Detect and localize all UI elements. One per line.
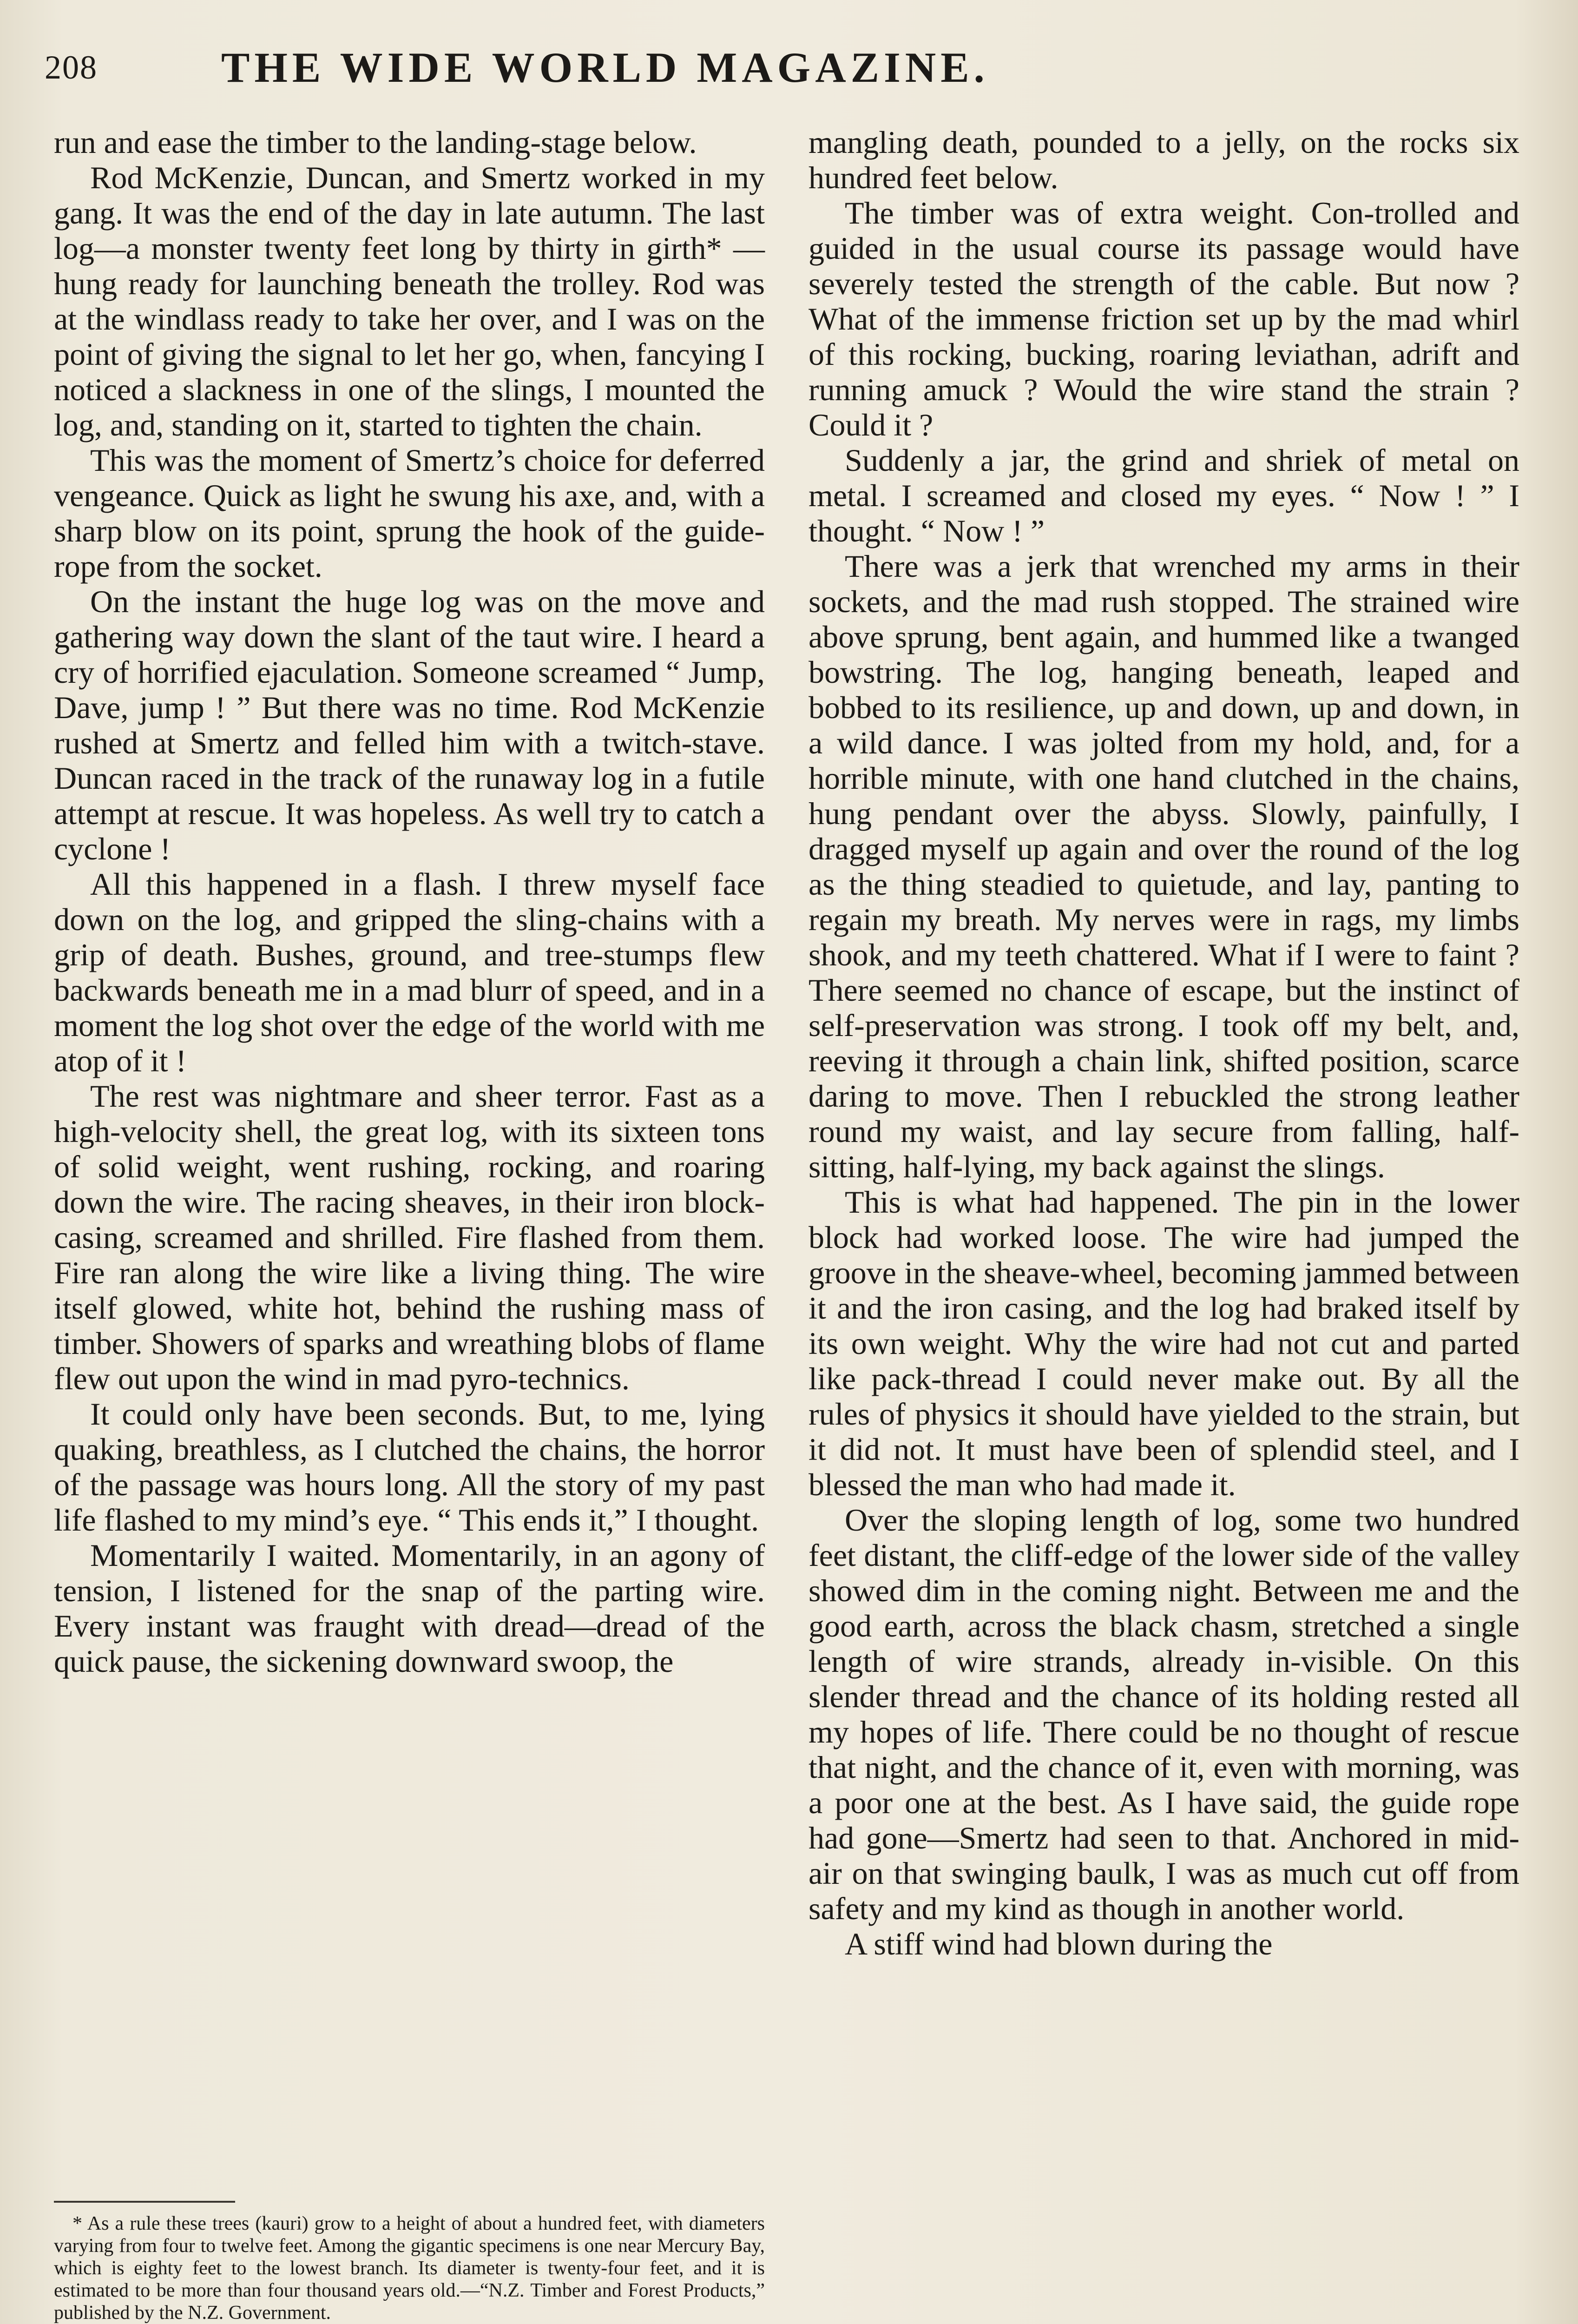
footnote-rule <box>54 2201 235 2203</box>
footnote <box>54 2212 765 2324</box>
running-title: THE WIDE WORLD MAGAZINE. <box>221 44 989 91</box>
page-number: 208 <box>45 49 98 86</box>
left-column <box>54 125 765 1679</box>
paragraph: It could only have been seconds. But, to me, lying quaking, breathless, as I clutched the chains, the horror of the passage was hours long. All the story of my past life flashed to my mind’s eye. “ This ends it,” I thought. <box>54 1396 765 1538</box>
paragraph: The timber was of extra weight. Con-trolled and guided in the usual course its passage would have severely tested the strength of the cable. But now ? What of the immense friction set up by the mad whirl of this rocking, bucking, roaring leviathan, adrift and running amuck ? Would the wire stand the strain ? Could it ? <box>809 195 1519 442</box>
page-header <box>45 43 1532 99</box>
paragraph: This was the moment of Smertz’s choice for deferred vengeance. Quick as light he swung his axe, and, with a sharp blow on its point, sprung the hook of the guide-rope from the socket. <box>54 442 765 584</box>
paragraph: On the instant the huge log was on the move and gathering way down the slant of the taut wire. I heard a cry of horrified ejaculation. Someone screamed “ Jump, Dave, jump ! ” But there was no time. Rod McKenzie rushed at Smertz and felled him with a twitch-stave. Duncan raced in the track of the runaway log in a futile attempt at rescue. It was hopeless. As well try to catch a cyclone ! <box>54 584 765 866</box>
paragraph: Momentarily I waited. Momentarily, in an agony of tension, I listened for the snap of the parting wire. Every instant was fraught with dread—dread of the quick pause, the sickening downward swoop, the <box>54 1538 765 1679</box>
paragraph: Rod McKenzie, Duncan, and Smertz worked in my gang. It was the end of the day in late autumn. The last log—a monster twenty feet long by thirty in girth* —hung ready for launching beneath the trolley. Rod was at the windlass ready to take her over, and I was on the point of giving the signal to let her go, when, fancying I noticed a slackness in one of the slings, I mounted the log, and, standing on it, started to tighten the chain. <box>54 160 765 442</box>
right-column <box>809 125 1519 1961</box>
paragraph: run and ease the timber to the landing-stage below. <box>54 125 697 160</box>
footnote-text: * As a rule these trees (kauri) grow to a height of about a hundred feet, with diameters varying from four to twelve feet. Among the gigantic specimens is one near Mercury Bay, which is eighty feet to the lowest branch. Its diameter is twenty-four feet, and it is estimated to be more than four thousand years old.—“N.Z. Timber and Forest Products,” published by the N.Z. Government. <box>54 2213 765 2324</box>
paragraph: There was a jerk that wrenched my arms in their sockets, and the mad rush stopped. The strained wire above sprung, bent again, and hummed like a twanged bowstring. The log, hanging beneath, leaped and bobbed to its resilience, up and down, up and down, in a wild dance. I was jolted from my hold, and, for a horrible minute, with one hand clutched in the chains, hung pendant over the abyss. Slowly, painfully, I dragged myself up again and over the round of the log as the thing steadied to quietude, and lay, panting to regain my breath. My nerves were in rags, my limbs shook, and my teeth chattered. What if I were to faint ? There seemed no chance of escape, but the instinct of self-preservation was strong. I took off my belt, and, reeving it through a chain link, shifted position, scarce daring to move. Then I rebuckled the strong leather round my waist, and lay secure from falling, half-sitting, half-lying, my back against the slings. <box>809 548 1519 1184</box>
paragraph: This is what had happened. The pin in the lower block had worked loose. The wire had jumped the groove in the sheave-wheel, becoming jammed between it and the iron casing, and the log had braked itself by its own weight. Why the wire had not cut and parted like pack-thread I could never make out. By all the rules of physics it should have yielded to the strain, but it did not. It must have been of splendid steel, and I blessed the man who had made it. <box>809 1184 1519 1502</box>
paragraph: Suddenly a jar, the grind and shriek of metal on metal. I screamed and closed my eyes. “ Now ! ” I thought. “ Now ! ” <box>809 442 1519 548</box>
paragraph: The rest was nightmare and sheer terror. Fast as a high-velocity shell, the great log, with its sixteen tons of solid weight, went rushing, rocking, and roaring down the wire. The racing sheaves, in their iron block-casing, screamed and shrilled. Fire flashed from them. Fire ran along the wire like a living thing. The wire itself glowed, white hot, behind the rushing mass of timber. Showers of sparks and wreathing blobs of flame flew out upon the wind in mad pyro-technics. <box>54 1078 765 1396</box>
paragraph: mangling death, pounded to a jelly, on the rocks six hundred feet below. <box>809 125 1519 195</box>
paragraph: Over the sloping length of log, some two hundred feet distant, the cliff-edge of the lower side of the valley showed dim in the coming night. Between me and the good earth, across the black chasm, stretched a single length of wire strands, already in-visible. On this slender thread and the chance of its holding rested all my hopes of life. There could be no thought of rescue that night, and the chance of it, even with morning, was a poor one at the best. As I have said, the guide rope had gone—Smertz had seen to that. Anchored in mid-air on that swinging baulk, I was as much cut off from safety and my kind as though in another world. <box>809 1502 1519 1926</box>
paragraph: All this happened in a flash. I threw myself face down on the log, and gripped the sling-chains with a grip of death. Bushes, ground, and tree-stumps flew backwards beneath me in a mad blurr of speed, and in a moment the log shot over the edge of the world with me atop of it ! <box>54 866 765 1078</box>
paragraph: A stiff wind had blown during the <box>845 1926 1273 1961</box>
